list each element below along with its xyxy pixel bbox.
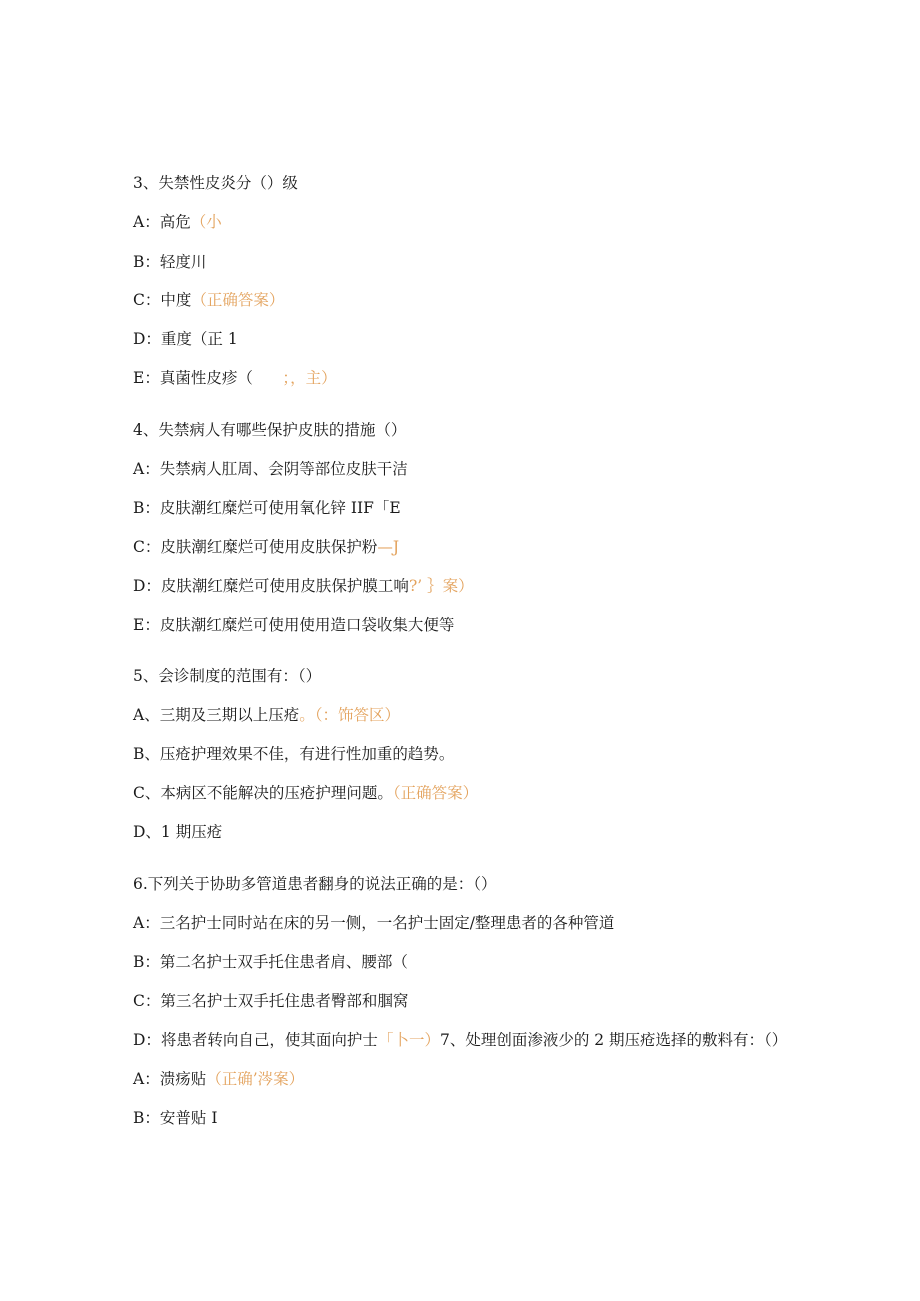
line-text: C、本病区不能解决的压疮护理问题。 [133,784,393,802]
question-3-option-b [133,252,206,272]
question-4-option-b [133,498,401,518]
line-text: B：安普贴 I [133,1109,218,1127]
answer-annotation: —J [377,538,400,556]
question-4-title [133,420,406,440]
line-text: B、压疮护理效果不佳，有进行性加重的趋势。 [133,745,455,763]
question-4-option-a [133,459,408,479]
question-4-option-e [133,615,454,635]
line-text: A：溃疡贴 [133,1070,207,1088]
line-text: 6.下列关于协助多管道患者翻身的说法正确的是：（） [133,875,497,893]
question-4-option-d [133,576,474,596]
question-5-option-c [133,783,478,803]
question-6-option-d [133,1030,787,1050]
line-text: 3、失禁性皮炎分（）级 [133,174,298,192]
line-text: A：高危 [133,213,191,231]
answer-annotation: （正确’涔案） [206,1070,305,1088]
question-6-option-b [133,952,408,972]
line-text: A：三名护士同时站在床的另一侧，一名护士固定/整理患者的各种管道 [133,914,615,932]
question-7-title: 7、处理创面渗液少的 2 期压疮选择的敷料有：（） [439,1031,788,1049]
question-5-option-b [133,744,454,764]
question-4-option-c [133,537,399,557]
line-text: C：皮肤潮红糜烂可使用皮肤保护粉 [133,538,378,556]
question-3-title [133,173,298,193]
question-6-option-a [133,913,614,933]
line-text: C：中度 [133,291,192,309]
line-text: B：轻度川 [133,253,207,271]
answer-annotation: （小 [190,213,222,231]
question-3-option-c [133,290,284,310]
answer-annotation: ?’ ｝案） [408,577,474,595]
question-6-title [133,874,497,894]
line-text: 5、会诊制度的范围有：（） [133,667,322,685]
answer-annotation: （正确答案） [392,784,479,802]
line-text: B：第二名护士双手托住患者肩、腰部（ [133,953,408,971]
question-3-option-d [133,329,238,349]
question-7-option-b [133,1108,217,1128]
line-text: E：皮肤潮红糜烂可使用使用造口袋收集大便等 [133,616,455,634]
line-text: D、1 期压疮 [133,823,223,841]
line-text: B：皮肤潮红糜烂可使用氧化锌 IIF「E [133,499,401,517]
answer-annotation: （正确答案） [191,291,285,309]
question-7-option-a [133,1069,304,1089]
line-text: D：皮肤潮红糜烂可使用皮肤保护膜工响 [133,577,409,595]
question-5-option-d [133,822,222,842]
line-text: C：第三名护士双手托住患者臀部和腘窝 [133,992,409,1010]
line-text: A：失禁病人肛周、会阴等部位皮肤干洁 [133,460,408,478]
answer-annotation: ；，主） [252,369,337,387]
line-text: E：真菌性皮疹（ [133,369,253,387]
question-5-option-a [133,705,400,725]
line-text: 4、失禁病人有哪些保护皮肤的措施（） [133,421,407,439]
question-6-option-c [133,991,408,1011]
answer-annotation: 「卜一） [377,1031,440,1049]
line-text: A、三期及三期以上压疮 [133,706,300,724]
line-text: D：重度（正 1 [133,330,238,348]
question-3-option-a [133,212,222,232]
question-3-option-e [133,368,337,388]
line-text: D：将患者转向自己，使其面向护士 [133,1031,378,1049]
question-5-title [133,666,321,686]
answer-annotation: 。（：饰答区） [299,706,400,724]
